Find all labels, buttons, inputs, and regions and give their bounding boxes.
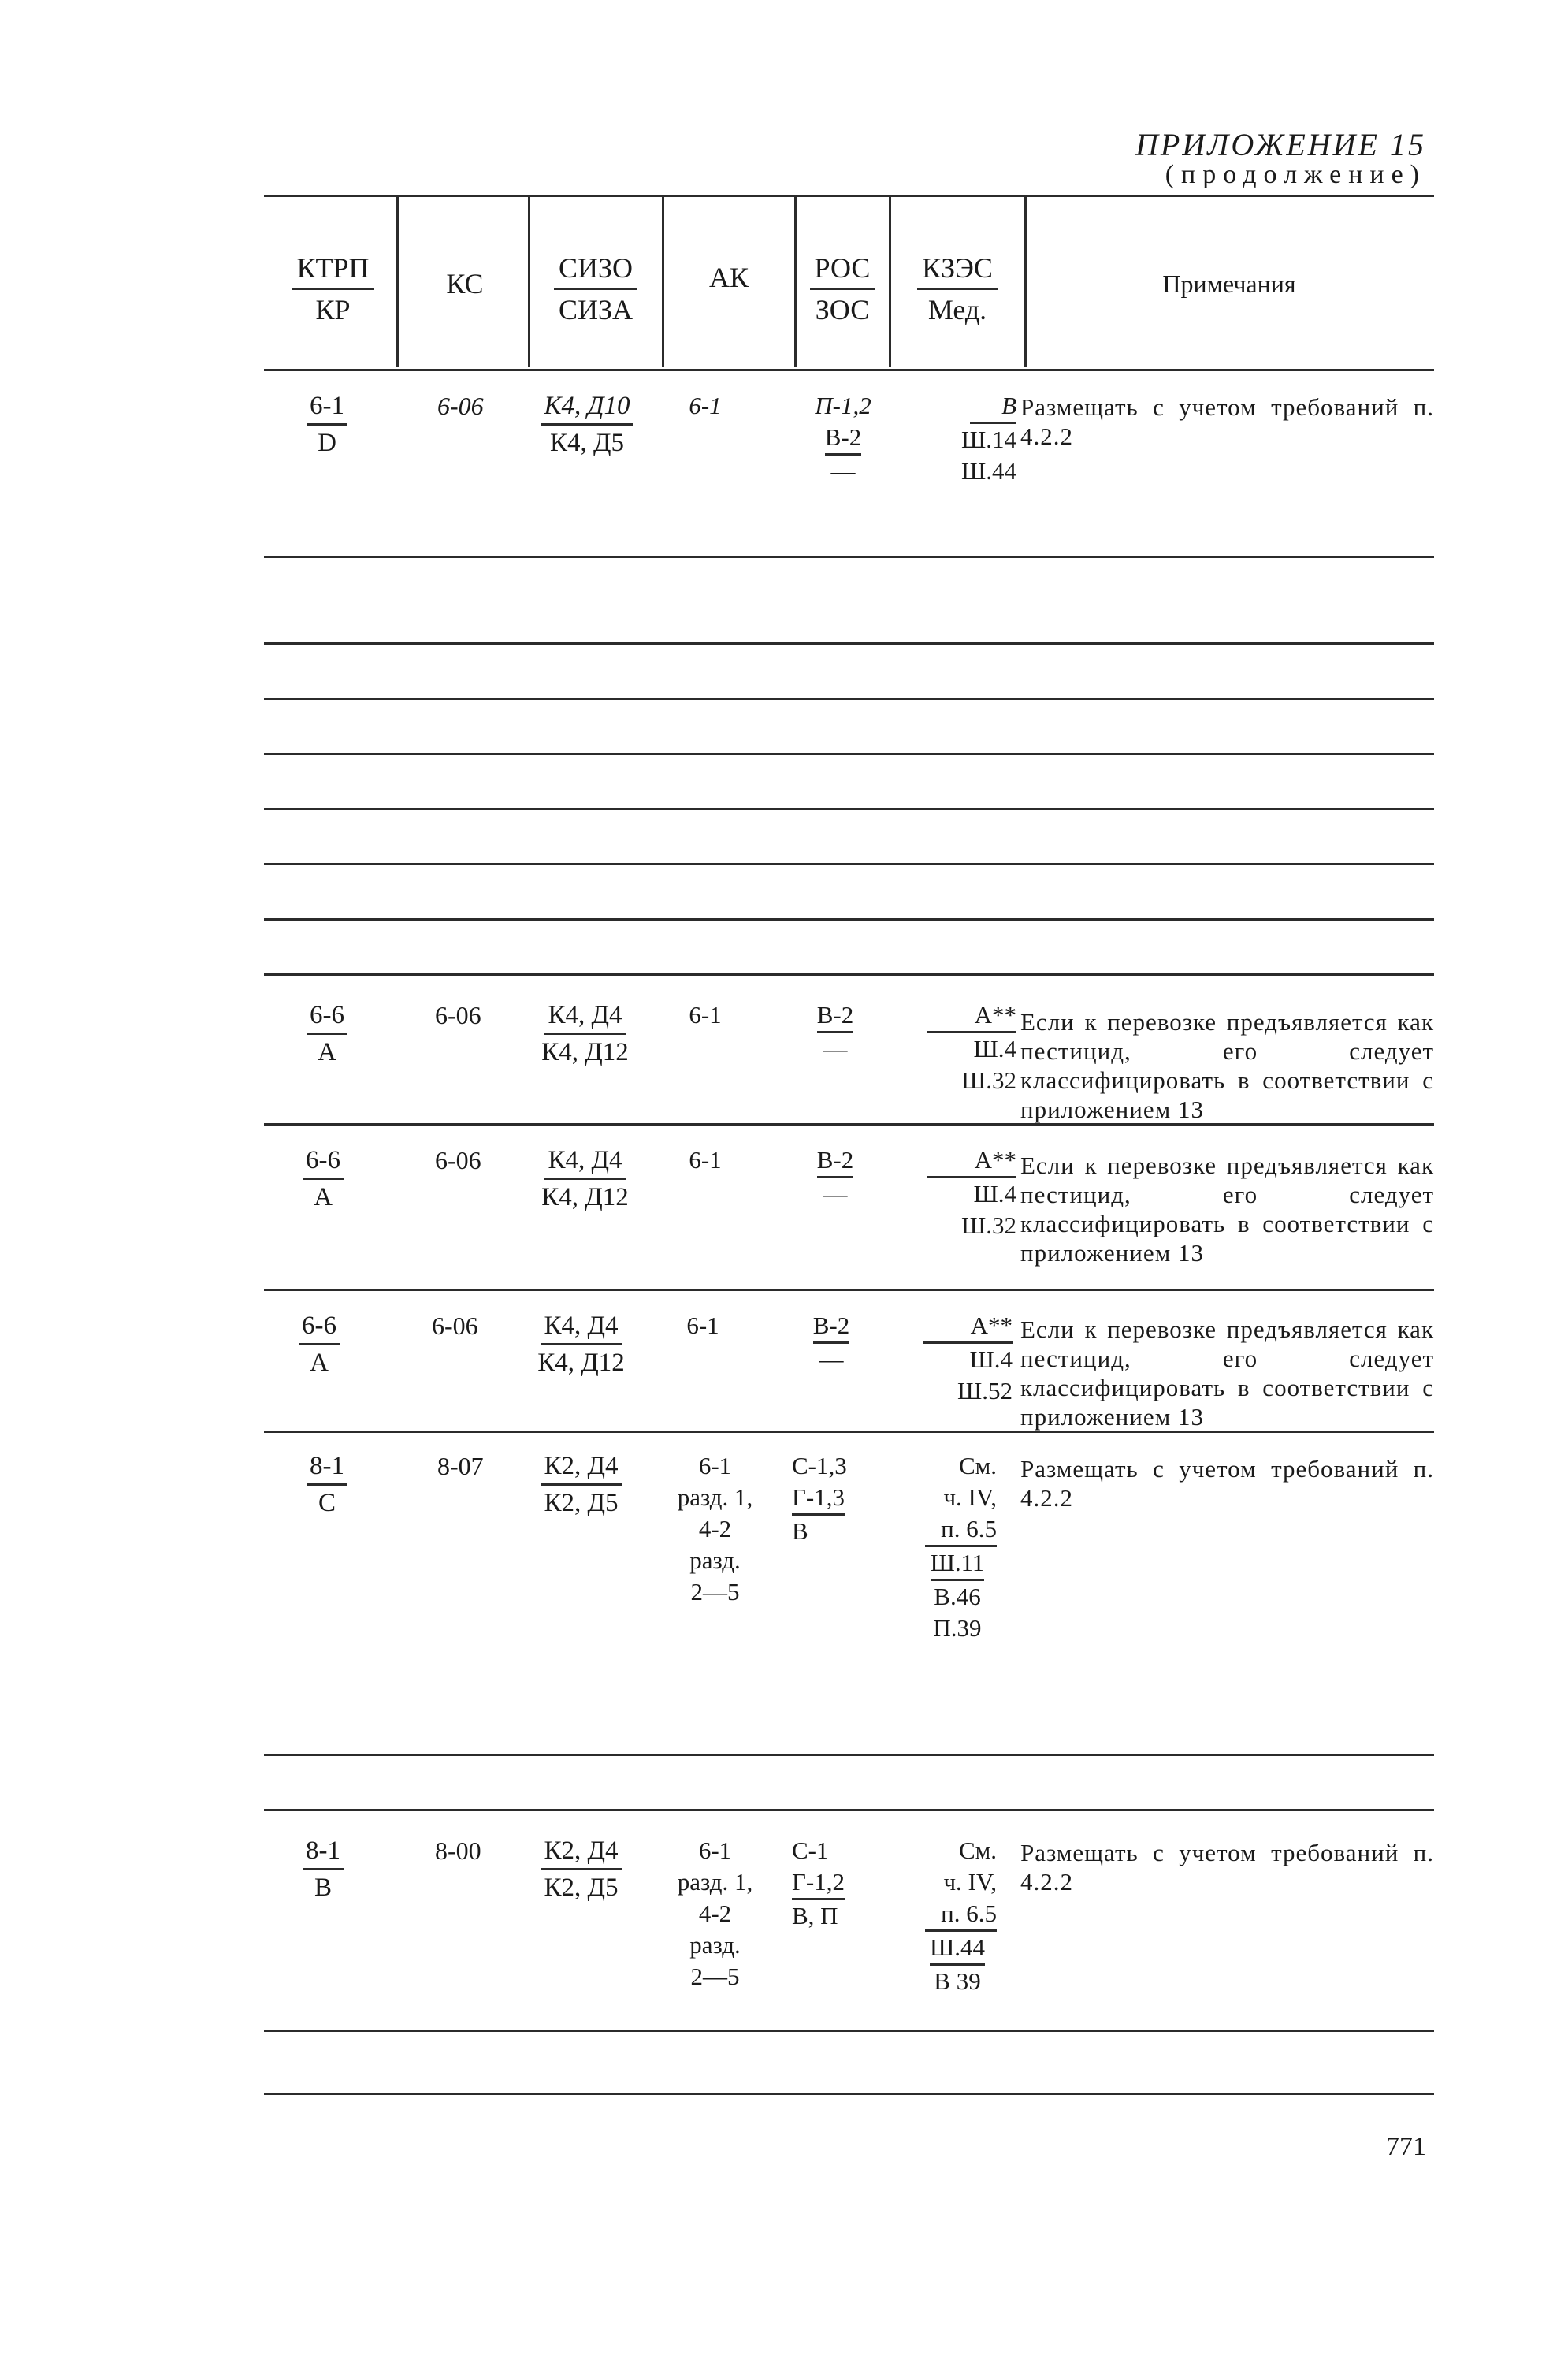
row-5-kzes-line: В.46 [934,1583,981,1610]
header-kzes-med [890,251,1024,327]
row-2-kzes-line: Ш.32 [960,1066,1016,1094]
row-2-siza: К4, Д12 [541,1038,629,1066]
row-3-sizo-siza [516,1144,654,1213]
ruled-line [264,973,1434,976]
row-6-kzes-line: См. [958,1836,997,1864]
row-6-sizo-siza [512,1835,650,1903]
row-4-kzes-line: А** [923,1310,1013,1344]
header-ros-zos [796,251,889,327]
row-5-kzes-line: п. 6.5 [925,1513,997,1547]
row-3-kzes-line: А** [927,1144,1016,1178]
ruled-line [264,2030,1434,2032]
row-3-sizo: К4, Д4 [544,1144,625,1180]
row-2-sizo: К4, Д4 [544,999,625,1035]
row-6-ktrp: 8-1 [303,1835,344,1870]
row-2-ros [796,999,875,1065]
row-3-ks: 6-06 [435,1146,481,1174]
row-3-ros-line: — [823,1180,848,1207]
row-3-ak [674,1144,737,1176]
row-2-ak [674,999,737,1031]
row-4-kzes-line: Ш.52 [957,1377,1013,1405]
row-2-kr: А [318,1038,336,1066]
row-4-note: Если к перевозке предъявляется как пестицид, его следует классифицировать в соответствии с приложением 13 [1020,1315,1434,1431]
row-divider [264,1289,1434,1291]
row-6-ks: 8-00 [435,1836,481,1865]
row-6-ktrp-kr [264,1835,382,1903]
row-4-ktrp-kr [260,1310,378,1379]
header-med: Мед. [927,294,987,326]
row-3-ros [796,1144,875,1210]
appendix-title: ПРИЛОЖЕНИЕ 15 [1135,127,1426,162]
row-6-ros-line: Г-1,2 [792,1866,845,1900]
row-5-ak [662,1450,768,1608]
row-1-sizo-siza [520,390,654,459]
row-4-ks: 6-06 [432,1312,478,1340]
row-5-kzes-line: Ш.11 [931,1547,985,1581]
header-sizo: СИЗО [554,251,637,290]
row-4-kr: А [310,1349,329,1377]
row-4-ros-line: В-2 [813,1310,850,1344]
row-5-kzes-line: См. [958,1452,997,1479]
row-6-ak-line: 6-1 [698,1836,732,1864]
row-6-ak-line: 2—5 [690,1963,740,1990]
appendix-subtitle: (продолжение) [1165,160,1426,189]
row-2-note: Если к перевозке предъявляется как пестицид, его следует классифицировать в соответствии с приложением 13 [1020,1008,1434,1123]
ruled-line [264,918,1434,921]
row-1-ros-line: В-2 [825,422,862,456]
row-1-ros-line: — [830,457,856,485]
row-2-kzes-line: А** [927,999,1016,1033]
row-5-ak-line: 6-1 [698,1452,732,1479]
row-1-kzes [906,390,1016,487]
header-kzes: КЗЭС [917,251,998,290]
row-2-ros-line: — [823,1035,848,1062]
appendix-heading [1135,126,1426,190]
row-2-sizo-siza [516,999,654,1068]
row-2-ros-line: В-2 [817,999,854,1033]
row-6-ros [792,1835,886,1932]
row-6-ak-line: 4-2 [698,1899,732,1927]
row-6-kzes-line: Ш.44 [930,1932,985,1966]
ruled-line [264,642,1434,645]
row-5-ak-line: 2—5 [690,1578,740,1606]
row-5-ktrp: 8-1 [307,1450,347,1486]
row-3-siza: К4, Д12 [541,1183,629,1211]
table-header-bottom-rule [264,369,1434,371]
row-5-kzes [886,1450,997,1644]
row-5-kzes-line: П.39 [933,1614,982,1642]
row-5-siza: К2, Д5 [544,1489,619,1517]
row-6-ak-line: разд. [689,1931,741,1959]
ruled-line [264,556,1434,558]
header-ros: РОС [810,251,875,290]
header-notes [1024,266,1434,301]
row-5-note: Размещать с учетом требований п. 4.2.2 [1020,1455,1434,1512]
row-2-kzes [890,999,1016,1096]
row-4-ktrp: 6-6 [299,1310,340,1345]
row-6-ak [662,1835,768,1992]
row-5-ros-line: В [792,1517,808,1545]
row-5-kr: С [318,1489,336,1517]
row-6-kr: В [314,1873,332,1902]
row-1-note: Размещать с учетом требований п. 4.2.2 [1020,393,1434,450]
row-5-sizo-siza [512,1450,650,1519]
row-4-siza: К4, Д12 [537,1349,625,1377]
ruled-line [264,698,1434,700]
row-6-note: Размещать с учетом требований п. 4.2.2 [1020,1839,1434,1896]
row-4-sizo-siza [512,1310,650,1379]
row-1-siza: К4, Д5 [549,429,625,457]
row-6-siza: К2, Д5 [544,1873,619,1902]
row-4-kzes-line: Ш.4 [969,1345,1013,1373]
row-1-ktrp: 6-1 [307,390,347,426]
row-1-kzes-line: Ш.44 [960,457,1016,485]
row-1-sizo: К4, Д10 [541,390,634,426]
row-3-kzes-line: Ш.32 [960,1211,1016,1239]
ruled-line [264,863,1434,865]
row-5-ak-line: разд. [689,1546,741,1574]
row-2-ktrp: 6-6 [307,999,347,1035]
row-6-kzes-line: В 39 [934,1967,981,1995]
row-5-ros-line: Г-1,3 [792,1482,845,1516]
row-3-kzes [890,1144,1016,1241]
row-divider [264,1123,1434,1126]
row-2-ktrp-kr [268,999,386,1068]
row-3-ak-line: 6-1 [689,1146,722,1174]
header-notes-label: Примечания [1162,270,1296,298]
row-2-ak-line: 6-1 [689,1001,722,1029]
row-3-ktrp: 6-6 [303,1144,344,1180]
row-3-note: Если к перевозке предъявляется как пестицид, его следует классифицировать в соответствии с приложением 13 [1020,1152,1434,1267]
row-2-kzes-line: Ш.4 [973,1035,1016,1062]
ruled-line [264,2093,1434,2095]
ruled-line [264,1809,1434,1811]
row-4-ros-line: — [819,1345,844,1373]
header-ak-label: АК [708,262,749,293]
row-divider [264,1431,1434,1433]
row-6-ak-line: разд. 1, [677,1868,753,1896]
row-4-ak-line: 6-1 [686,1312,719,1339]
row-3-kr: А [314,1183,333,1211]
row-1-ak [674,390,737,422]
row-4-ros [792,1310,871,1375]
row-1-kr: D [318,429,336,457]
row-1-ks: 6-06 [437,392,484,420]
row-3-ktrp-kr [264,1144,382,1213]
row-4-ak [671,1310,734,1341]
header-ks-label: КС [446,268,484,300]
row-6-ros-line: В, П [792,1902,838,1929]
row-6-kzes-line: п. 6.5 [925,1898,997,1932]
row-6-kzes-line: ч. IV, [943,1868,997,1896]
page-number: 771 [1386,2132,1426,2161]
header-zos: ЗОС [815,294,870,326]
ruled-line [264,808,1434,810]
ruled-line [264,753,1434,755]
row-1-ros-line: П-1,2 [815,392,871,419]
row-5-ktrp-kr [268,1450,386,1519]
row-1-kzes-line: Ш.14 [960,426,1016,453]
row-5-ros [792,1450,886,1547]
row-5-kzes-line: ч. IV, [943,1483,997,1511]
ruled-line [264,1754,1434,1756]
row-1-ak-line: 6-1 [689,392,722,419]
row-4-sizo: К4, Д4 [541,1310,621,1345]
row-1-ktrp-kr [268,390,386,459]
row-5-ak-line: 4-2 [698,1515,732,1542]
row-6-ros-line: С-1 [792,1836,829,1864]
table-top-rule [264,195,1434,197]
row-3-ros-line: В-2 [817,1144,854,1178]
row-1-ros [796,390,890,487]
header-siza: СИЗА [558,294,634,326]
row-1-kzes-line: В [970,390,1016,424]
header-ktrp-kr [272,251,394,327]
header-sizo-siza [529,251,662,327]
row-2-ks: 6-06 [435,1001,481,1029]
row-4-kzes [882,1310,1013,1407]
header-kr: КР [315,294,351,326]
row-6-kzes [886,1835,997,1997]
row-5-sizo: К2, Д4 [541,1450,621,1486]
header-ktrp: КТРП [292,251,373,290]
header-ks [402,266,528,301]
row-5-ks: 8-07 [437,1452,484,1480]
header-ak [663,260,794,295]
row-6-sizo: К2, Д4 [541,1835,621,1870]
row-3-kzes-line: Ш.4 [973,1180,1016,1207]
row-5-ak-line: разд. 1, [677,1483,753,1511]
column-divider [396,197,399,367]
row-5-ros-line: С-1,3 [792,1452,847,1479]
